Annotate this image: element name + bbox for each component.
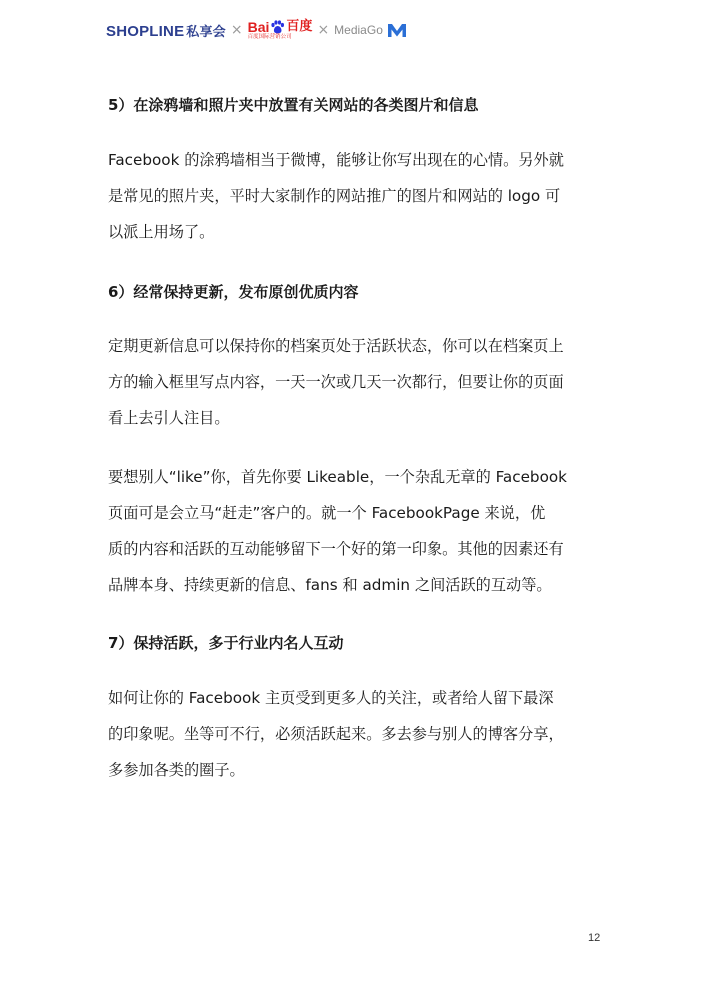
text-line: 以派上用场了。 (108, 223, 215, 241)
text-line: 是常见的照片夹，平时大家制作的网站推广的图片和网站的 logo 可 (108, 187, 561, 205)
paragraph-7 (108, 680, 608, 788)
text-line: 页面可是会立马“赶走”客户的。就一个 FacebookPage 来说，优 (108, 504, 546, 522)
section-heading-5: 5）在涂鸦墙和照片夹中放置有关网站的各类图片和信息 (108, 96, 479, 114)
paragraph-6a (108, 328, 608, 436)
text-line: 定期更新信息可以保持你的档案页处于活跃状态，你可以在档案页上 (108, 337, 564, 355)
separator-x-2: × (317, 22, 330, 38)
baidu-logo: Bai 百度 百度国际营销公司 (247, 18, 313, 40)
section-heading-7: 7）保持活跃，多于行业内名人互动 (108, 634, 344, 652)
text-line: Facebook 的涂鸦墙相当于微博，能够让你写出现在的心情。另外就 (108, 151, 564, 169)
paragraph-6b (108, 459, 608, 603)
page-number: 12 (588, 932, 601, 944)
text-line: 品牌本身、持续更新的信息、fans 和 admin 之间活跃的互动等。 (108, 576, 552, 594)
text-line: 质的内容和活跃的互动能够留下一个好的第一印象。其他的因素还有 (108, 540, 564, 558)
text-line: 如何让你的 Facebook 主页受到更多人的关注，或者给人留下最深 (108, 689, 554, 707)
section-heading-6: 6）经常保持更新，发布原创优质内容 (108, 283, 359, 301)
text-line: 方的输入框里写点内容，一天一次或几天一次都行，但要让你的页面 (108, 373, 564, 391)
separator-x: × (230, 22, 243, 38)
mediago-logo: MediaGo (334, 22, 407, 38)
text-line: 要想别人“like”你，首先你要 Likeable，一个杂乱无章的 Facebook (108, 468, 567, 486)
shopline-logo: SHOPLINE 私享会 (106, 22, 226, 40)
paragraph-5 (108, 142, 608, 250)
text-line: 的印象呢。坐等可不行，必须活跃起来。多去参与别人的博客分享， (108, 725, 564, 743)
text-line: 多参加各类的圈子。 (108, 761, 245, 779)
text-line: 看上去引人注目。 (108, 409, 230, 427)
mediago-m-icon (387, 22, 407, 38)
baidu-paw-icon (270, 20, 285, 34)
header-logos (106, 18, 407, 42)
